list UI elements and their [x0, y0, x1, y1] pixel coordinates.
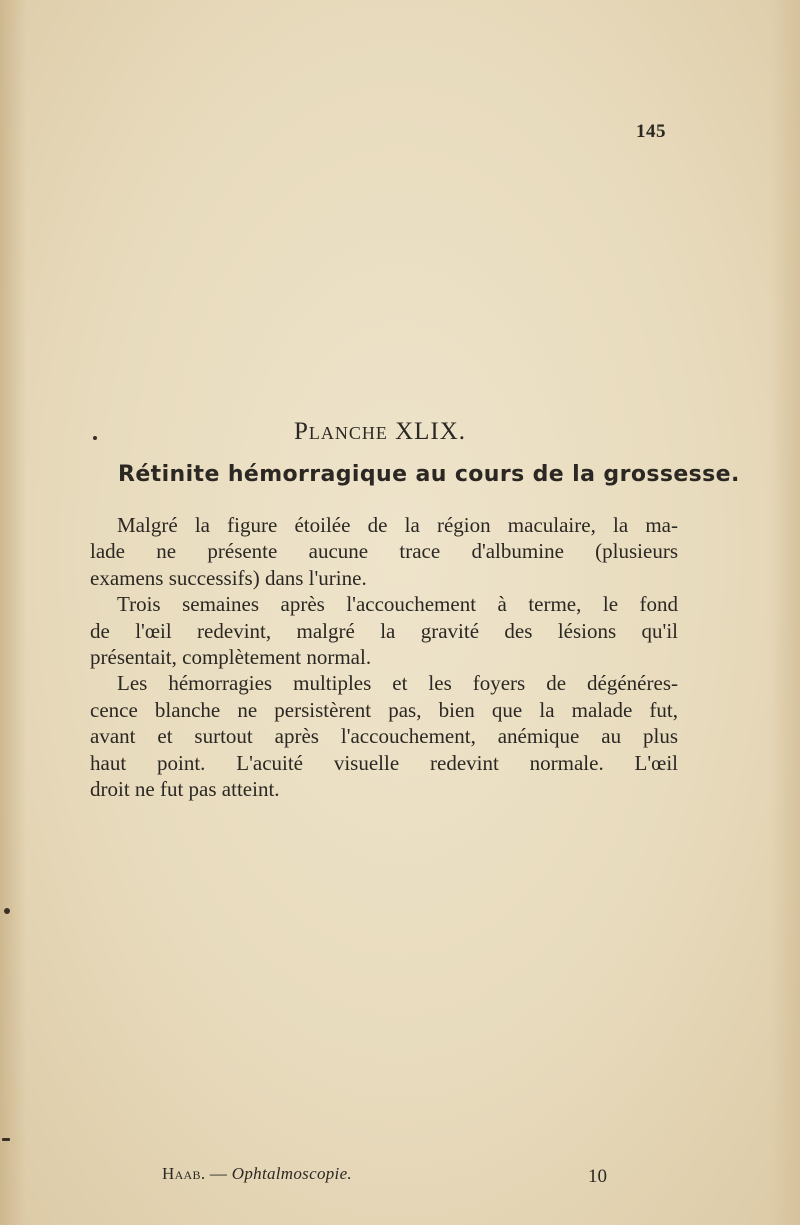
- text-line: cence blanche ne persistèrent pas, bien que la malade fut,: [90, 697, 678, 722]
- footer-separator: —: [205, 1164, 232, 1183]
- paper-speck: [2, 1138, 10, 1141]
- paper-speck: [4, 908, 10, 914]
- text-line: Les hémorragies multiples et les foyers de dégénéres-: [117, 671, 678, 696]
- text-line: présentait, complètement normal.: [90, 644, 372, 669]
- plate-title: Planche XLIX.: [293, 418, 467, 445]
- page-edge-shadow-left: [0, 0, 26, 1225]
- footer-book-title: Ophtalmoscopie.: [231, 1164, 352, 1183]
- paragraph: [90, 591, 678, 670]
- text-line: droit ne fut pas atteint.: [90, 776, 280, 801]
- page-number: 145: [636, 121, 666, 142]
- footer-citation: [162, 1164, 352, 1184]
- paragraph: [90, 512, 678, 591]
- text-line: de l'œil redevint, malgré la gravité des lésions qu'il: [90, 618, 678, 643]
- text-line: avant et surtout après l'accouchement, anémique au plus: [90, 724, 678, 749]
- text-line: haut point. L'acuité visuelle redevint normale. L'œil: [90, 750, 678, 775]
- page-edge-shadow-right: [770, 0, 800, 1225]
- signature-mark: 10: [588, 1166, 607, 1187]
- text-line: examens successifs) dans l'urine.: [90, 565, 367, 590]
- plate-subtitle: Rétinite hémorragique au cours de la grossesse.: [118, 462, 740, 487]
- text-line: Trois semaines après l'accouchement à terme, le fond: [117, 592, 678, 617]
- text-line: Malgré la figure étoilée de la région maculaire, la ma-: [117, 513, 678, 537]
- paragraph: [90, 670, 678, 802]
- text-line: lade ne présente aucune trace d'albumine (plusieurs: [90, 539, 678, 564]
- footer-author: Haab.: [162, 1164, 206, 1183]
- body-text: [90, 512, 678, 802]
- paper-speck: [93, 436, 97, 440]
